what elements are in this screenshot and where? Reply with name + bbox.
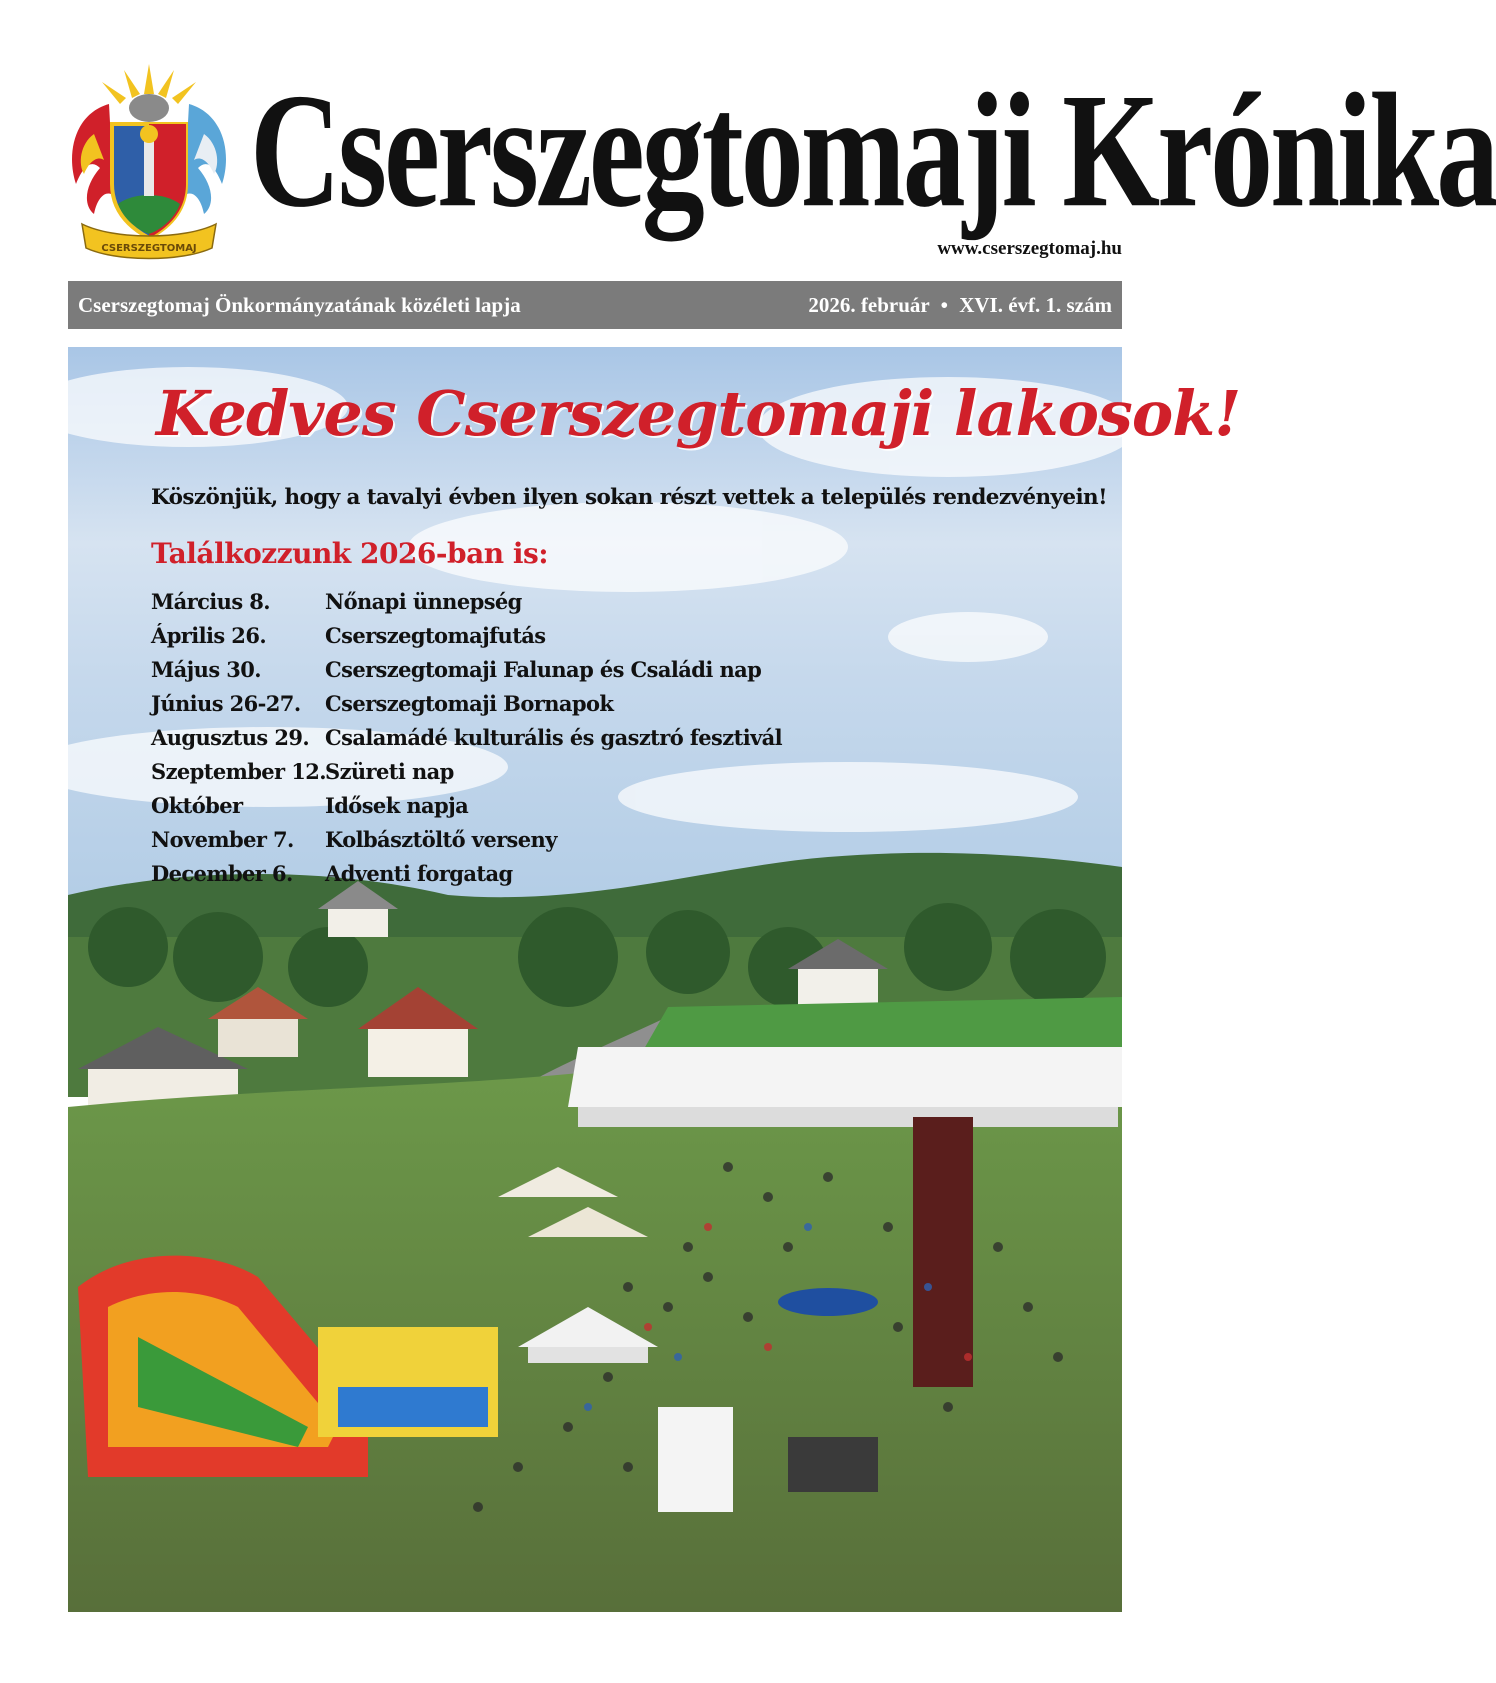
event-date: November 7. (151, 827, 294, 852)
event-row (151, 861, 851, 895)
event-row (151, 657, 851, 691)
event-name: Kolbásztöltő verseny (325, 827, 557, 852)
issue-volume: XVI. évf. 1. szám (959, 293, 1112, 317)
event-row (151, 691, 851, 725)
meet-heading: Találkozzunk 2026-ban is: (151, 537, 549, 570)
event-row (151, 589, 851, 623)
event-name: Cserszegtomaji Bornapok (325, 691, 614, 716)
publisher-line: Cserszegtomaj Önkormányzatának közéleti lapja (78, 293, 521, 317)
event-date: Október (151, 793, 243, 818)
event-row (151, 827, 851, 861)
event-date: Augusztus 29. (151, 725, 310, 750)
cover-photo (68, 347, 1241, 1612)
masthead (0, 0, 1496, 317)
crest-ribbon-text: CSERSZEGTOMAJ (101, 243, 197, 254)
event-name: Cserszegtomajfutás (325, 623, 546, 648)
event-row (151, 793, 851, 827)
info-bar (68, 281, 1122, 329)
paper-title: Cserszegtomaji Krónika (250, 61, 1496, 242)
event-date: Április 26. (151, 623, 267, 648)
coat-of-arms-icon (64, 64, 234, 264)
separator-dot: • (940, 293, 948, 317)
greeting-headline: Kedves Cserszegtomaji lakosok! (156, 377, 1241, 450)
event-date: Március 8. (151, 589, 271, 614)
event-date: Május 30. (151, 657, 261, 682)
event-name: Szüreti nap (325, 759, 454, 784)
event-date: Június 26-27. (151, 691, 301, 716)
event-name: Nőnapi ünnepség (325, 589, 522, 614)
thanks-line: Köszönjük, hogy a tavalyi évben ilyen sokan részt vettek a település rendezvényein! (151, 485, 1107, 510)
issue-info (808, 293, 1112, 318)
event-row (151, 725, 851, 759)
website-link[interactable]: www.cserszegtomaj.hu (937, 238, 1122, 259)
event-date: December 6. (151, 861, 293, 886)
event-name: Csalamádé kulturális és gasztró fesztivál (325, 725, 783, 750)
event-date: Szeptember 12. (151, 759, 326, 784)
event-row (151, 623, 851, 657)
events-list (151, 589, 851, 895)
issue-date: 2026. február (808, 293, 930, 317)
event-row (151, 759, 851, 793)
event-name: Adventi forgatag (325, 861, 513, 886)
event-name: Idősek napja (325, 793, 469, 818)
event-name: Cserszegtomaji Falunap és Családi nap (325, 657, 762, 682)
